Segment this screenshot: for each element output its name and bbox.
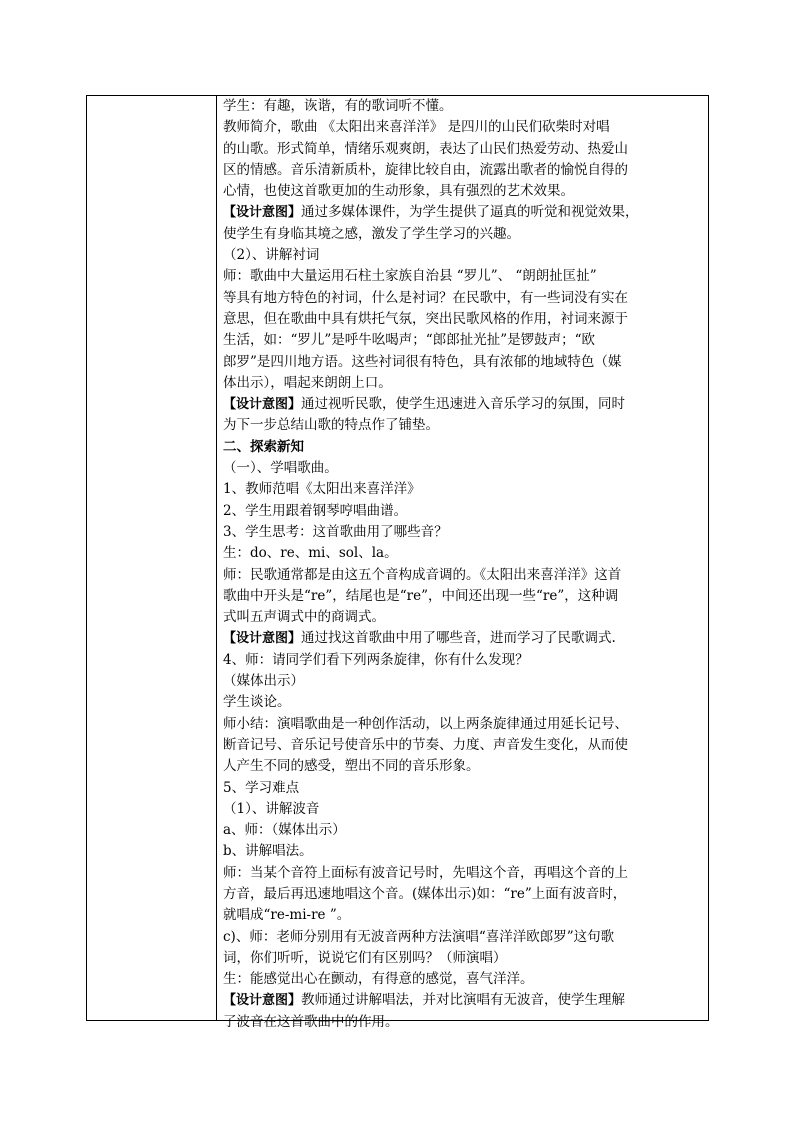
line-text: 歌曲中开头是“re”，结尾也是“re”，中间还出现一些“re”，这种调: [223, 587, 619, 604]
line-text: 断音记号、音乐记号使音乐中的节奏、力度、声音发生变化，从而使: [223, 736, 628, 753]
text-line: [223, 352, 703, 373]
line-text: 词，你们听听，说说它们有区别吗？（师演唱）: [223, 949, 507, 966]
text-line: [223, 266, 703, 287]
table-left-cell: [87, 96, 217, 1020]
text-line: [223, 905, 703, 926]
text-line: [223, 224, 703, 245]
line-text: （媒体出示）: [223, 673, 304, 690]
text-line: [223, 1012, 703, 1033]
line-text: 师：歌曲中大量运用石柱土家族自治县 “罗儿”、 “朗朗扯匡扯”: [223, 268, 597, 285]
text-line: [223, 990, 703, 1011]
line-text: 2、学生用跟着钢琴哼唱曲谱。: [223, 502, 408, 519]
line-text: a、师：（媒体出示）: [223, 822, 346, 839]
text-line: [223, 501, 703, 522]
text-line: [223, 288, 703, 309]
line-text: 生活，如：“罗儿”是呼牛吆喝声；“郎郎扯光扯”是锣鼓声；“欧: [223, 332, 596, 349]
line-text: 就唱成“re-mi-re ”。: [223, 907, 351, 924]
text-line: [223, 586, 703, 607]
section-heading-text: 二、探索新知: [223, 438, 304, 455]
text-line: [223, 607, 703, 628]
line-text: 教师通过讲解唱法，并对比演唱有无波音，使学生理解: [301, 992, 626, 1009]
text-line: [223, 863, 703, 884]
line-text: 教师简介，歌曲 《太阳出来喜洋洋》 是四川的山民们砍柴时对唱: [223, 119, 610, 136]
line-text: （1）、讲解波音: [223, 800, 320, 817]
design-intent-label: 【设计意图】: [223, 993, 302, 1009]
line-text: 体出示），唱起来朗朗上口。: [223, 374, 392, 391]
line-text: 学生：有趣，诙谐，有的歌词听不懂。: [223, 98, 453, 114]
text-line: [223, 884, 703, 905]
line-text: 意思，但在歌曲中具有烘托气氛，突出民歌风格的作用，衬词来源于: [223, 310, 628, 327]
text-line: [223, 799, 703, 820]
text-line: [223, 117, 703, 138]
line-text: 4、师：请同学们看下列两条旋律，你有什么发现？: [223, 651, 529, 668]
line-text: 3、学生思考：这首歌曲用了哪些音？: [223, 523, 448, 540]
line-text: 1、教师范唱《太阳出来喜洋洋》: [223, 481, 421, 498]
section-heading: [223, 437, 703, 458]
line-text: 通过视听民歌，使学生迅速进入音乐学习的氛围，同时: [301, 396, 626, 413]
text-line: [223, 820, 703, 841]
text-line: [223, 927, 703, 948]
text-line: [223, 181, 703, 202]
text-line: [223, 245, 703, 266]
text-line: [223, 394, 703, 415]
text-line: [223, 415, 703, 436]
lesson-plan-table: [86, 95, 709, 1030]
line-text: 式叫五声调式中的商调式。: [223, 609, 385, 626]
text-line: [223, 565, 703, 586]
text-line: [223, 735, 703, 756]
text-line: [223, 160, 703, 181]
line-text: 师小结：演唱歌曲是一种创作活动，以上两条旋律通过用延长记号、: [223, 715, 628, 732]
text-line: [223, 522, 703, 543]
line-text: 郎罗”是四川地方语。这些衬词很有特色，具有浓郁的地域特色（媒: [223, 353, 622, 370]
text-line: [223, 948, 703, 969]
line-text: c)、师：老师分别用有无波音两种方法演唱“喜洋洋欧郎罗”这句歌: [223, 928, 615, 945]
line-text: 生：do、re、mi、sol、la。: [223, 545, 398, 562]
line-text: b、讲解唱法。: [223, 843, 313, 860]
text-line: [223, 330, 703, 351]
line-text: 为下一步总结山歌的特点作了铺垫。: [223, 417, 439, 434]
text-line: [223, 543, 703, 564]
text-line: [223, 692, 703, 713]
line-text: 了波音在这首歌曲中的作用。: [223, 1013, 399, 1030]
line-text: 通过找这首歌曲中用了哪些音，进而学习了民歌调式.: [301, 630, 616, 647]
line-text: 心情，也使这首歌更加的生动形象，具有强烈的艺术效果。: [223, 183, 574, 200]
text-line: [223, 841, 703, 862]
text-line: [223, 628, 703, 649]
design-intent-label: 【设计意图】: [223, 631, 302, 647]
text-line: [223, 96, 703, 117]
line-text: 使学生有身临其境之感，激发了学生学习的兴趣。: [223, 225, 520, 242]
line-text: 区的情感。音乐清新质朴，旋律比较自由，流露出歌者的愉悦自得的: [223, 161, 628, 178]
line-text: 学生谈论。: [223, 694, 291, 711]
text-line: [223, 309, 703, 330]
line-text: 师：当某个音符上面标有波音记号时，先唱这个音，再唱这个音的上: [223, 864, 628, 881]
line-text: 通过多媒体课件，为学生提供了逼真的听觉和视觉效果，: [301, 204, 639, 221]
line-text: 师：民歌通常都是由这五个音构成音调的。《太阳出来喜洋洋》这首: [223, 566, 622, 583]
line-text: 生：能感觉出心在颤动，有得意的感觉，喜气洋洋。: [223, 971, 534, 988]
design-intent-label: 【设计意图】: [223, 205, 302, 221]
line-text: 人产生不同的感受，塑出不同的音乐形象。: [223, 758, 480, 775]
text-line: [223, 650, 703, 671]
text-line: [223, 458, 703, 479]
line-text: 的山歌。形式简单，情绪乐观爽朗，表达了山民们热爱劳动、热爱山: [223, 140, 628, 157]
text-line: [223, 969, 703, 990]
text-line: [223, 202, 703, 223]
table-content-cell: [217, 96, 708, 1030]
line-text: （2）、讲解衬词: [223, 247, 320, 264]
text-line: [223, 139, 703, 160]
line-text: 方音，最后再迅速地唱这个音。(媒体出示)如：“re”上面有波音时，: [223, 885, 627, 902]
text-line: [223, 714, 703, 735]
line-text: 5、学习难点: [223, 779, 300, 796]
line-text: 等具有地方特色的衬词，什么是衬词？在民歌中，有一些词没有实在: [223, 289, 628, 306]
design-intent-label: 【设计意图】: [223, 397, 302, 413]
text-line: [223, 756, 703, 777]
text-line: [223, 479, 703, 500]
text-line: [223, 373, 703, 394]
text-line: [223, 671, 703, 692]
line-text: （一）、学唱歌曲。: [223, 460, 338, 477]
text-line: [223, 778, 703, 799]
